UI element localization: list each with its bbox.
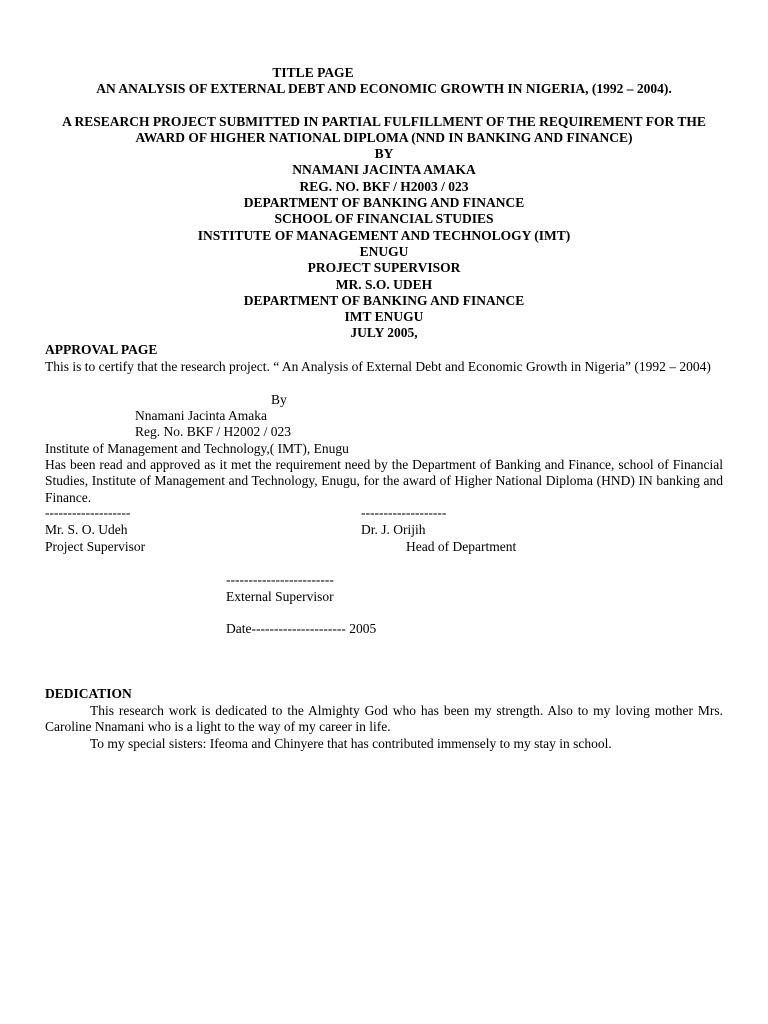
title-city: ENUGU xyxy=(359,243,409,259)
title-institute: INSTITUTE OF MANAGEMENT AND TECHNOLOGY (IMT) xyxy=(197,227,571,243)
approval-by: By xyxy=(271,392,287,407)
approval-author: Nnamani Jacinta Amaka xyxy=(135,408,267,423)
title-page-block xyxy=(44,65,724,342)
submission-line-2: AWARD OF HIGHER NATIONAL DIPLOMA (NND IN BANKING AND FINANCE) xyxy=(135,129,633,145)
title-department: DEPARTMENT OF BANKING AND FINANCE xyxy=(243,195,525,211)
project-title: AN ANALYSIS OF EXTERNAL DEBT AND ECONOMIC GROWTH IN NIGERIA, (1992 – 2004). xyxy=(96,81,672,97)
hod-name: Dr. J. Orijih xyxy=(361,522,426,537)
title-supervisor-label: PROJECT SUPERVISOR xyxy=(307,260,461,276)
approval-date-line: Date--------------------- 2005 xyxy=(226,621,377,636)
dedication-paragraph-2: To my special sisters: Ifeoma and Chinyere that has contributed immensely to my stay in school. xyxy=(90,736,612,751)
external-signature-line: ------------------------ xyxy=(226,572,334,587)
approval-certify-text: This is to certify that the research project. “ An Analysis of External Debt and Economic Growth in Nigeria” (1992 – 2004) xyxy=(45,359,711,374)
title-date: JULY 2005, xyxy=(350,325,418,341)
title-school: SCHOOL OF FINANCIAL STUDIES xyxy=(274,211,494,227)
hod-role: Head of Department xyxy=(406,539,517,554)
title-author: NNAMANI JACINTA AMAKA xyxy=(292,162,476,178)
title-page-heading: TITLE PAGE xyxy=(272,65,354,80)
submission-line-1: A RESEARCH PROJECT SUBMITTED IN PARTIAL FULFILLMENT OF THE REQUIREMENT FOR THE xyxy=(62,113,706,129)
supervisor-role: Project Supervisor xyxy=(45,539,146,554)
dedication-heading: DEDICATION xyxy=(45,686,132,701)
supervisor-name: Mr. S. O. Udeh xyxy=(45,522,128,537)
title-supervisor-department: DEPARTMENT OF BANKING AND FINANCE xyxy=(243,292,525,308)
approval-text: Has been read and approved as it met the requirement need by the Department of Banking and Finance, school of Financial Studies, Institute of Management and Technology, Enugu, for the award of Higher National Diploma (HND) IN banking and Finance. xyxy=(45,457,723,505)
title-gap xyxy=(44,98,724,114)
approval-institute: Institute of Management and Technology,( IMT), Enugu xyxy=(45,441,349,456)
dedication-paragraph-1: This research work is dedicated to the Almighty God who has been my strength. Also to my loving mother Mrs. Caroline Nnamani who is a light to the way of my career in life. xyxy=(45,703,723,735)
title-supervisor-institute: IMT ENUGU xyxy=(344,309,424,325)
approval-reg-no: Reg. No. BKF / H2002 / 023 xyxy=(135,424,292,439)
signature-line-right: ------------------- xyxy=(361,505,447,520)
title-by: BY xyxy=(374,146,394,162)
approval-page-heading: APPROVAL PAGE xyxy=(45,342,158,357)
signature-line-left: ------------------- xyxy=(45,505,131,520)
title-reg-no: REG. NO. BKF / H2003 / 023 xyxy=(299,178,469,194)
title-supervisor-name: MR. S.O. UDEH xyxy=(335,276,433,292)
external-supervisor: External Supervisor xyxy=(226,589,334,604)
